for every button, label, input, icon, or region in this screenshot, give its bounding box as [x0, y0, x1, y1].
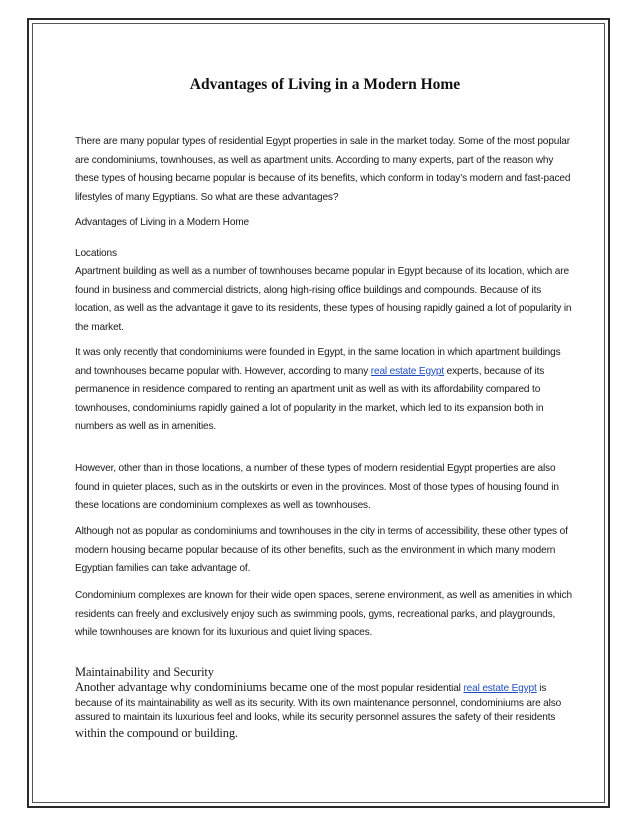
maintainability-heading: Maintainability and Security: [75, 665, 214, 679]
real-estate-link-1[interactable]: real estate Egypt: [370, 365, 444, 377]
although-paragraph: Although not as popular as condominiums and townhouses in the city in terms of accessibility, these other types of modern housing became popular because of its other benefits, such as the environment in which many modern Egyptian families can take advantage of.: [75, 526, 568, 575]
maint-tail: within the compound or building.: [75, 725, 238, 740]
maintainability-paragraph: [75, 680, 575, 742]
locations-paragraph: Apartment building as well as a number of townhouses became popular in Egypt because of its location, which are found in business and commercial districts, along high-rising office buildings and compounds. Because of its location, as well as the advantage it gave to its residents, these types of housing rapidly gained a lot of popularity in the market.: [75, 266, 572, 333]
subheading: Advantages of Living in a Modern Home: [75, 217, 249, 228]
recent-text-end: experts, because of its permanence in residence compared to renting an apartment unit as well as with its affordability compared to townhouses, condominiums rapidly gained a lot of popularity in the market, which led to its expansion both in numbers as well as in amenities.: [75, 365, 545, 433]
intro-paragraph: There are many popular types of residential Egypt properties in sale in the market today. Some of the most popular are condominiums, townhouses, as well as apartment units. According to many experts, part of the reason why these types of housing became popular is because of its benefits, which conform in today’s modern and fast-paced lifestyles of many Egyptians. So what are these advantages?: [75, 136, 571, 203]
locations-heading: Locations: [75, 248, 117, 259]
however-paragraph: However, other than in those locations, a number of these types of modern residential Egypt properties are also found in quieter places, such as in the outskirts or even in the provinces. Most of those types of housing found in these locations are condominium complexes as well as townhouses.: [75, 463, 559, 512]
maint-text-mid: is because of its maintainability as well as its security. With its own maintenance personnel, condominiums are also assured to maintain its luxurious feel and looks, while its security personnel assures the safety of their residents: [75, 683, 562, 724]
recent-text-start: It was only recently that condominiums were founded in Egypt, in the same location in which apartment buildings and townhouses became popular with. However, according to many: [75, 347, 561, 377]
maint-lead: Another advantage why condominiums became one: [75, 680, 328, 694]
recent-paragraph: [75, 344, 575, 437]
maint-text-start: of the most popular residential: [327, 683, 464, 694]
real-estate-link-2[interactable]: real estate Egypt: [463, 683, 537, 694]
condominium-paragraph: Condominium complexes are known for their wide open spaces, serene environment, as well as amenities in which residents can freely and exclusively enjoy such as swimming pools, gyms, recreational parks, and playgrounds, while townhouses are known for its luxurious and quiet living spaces.: [75, 590, 573, 639]
page-title: Advantages of Living in a Modern Home: [189, 76, 461, 93]
